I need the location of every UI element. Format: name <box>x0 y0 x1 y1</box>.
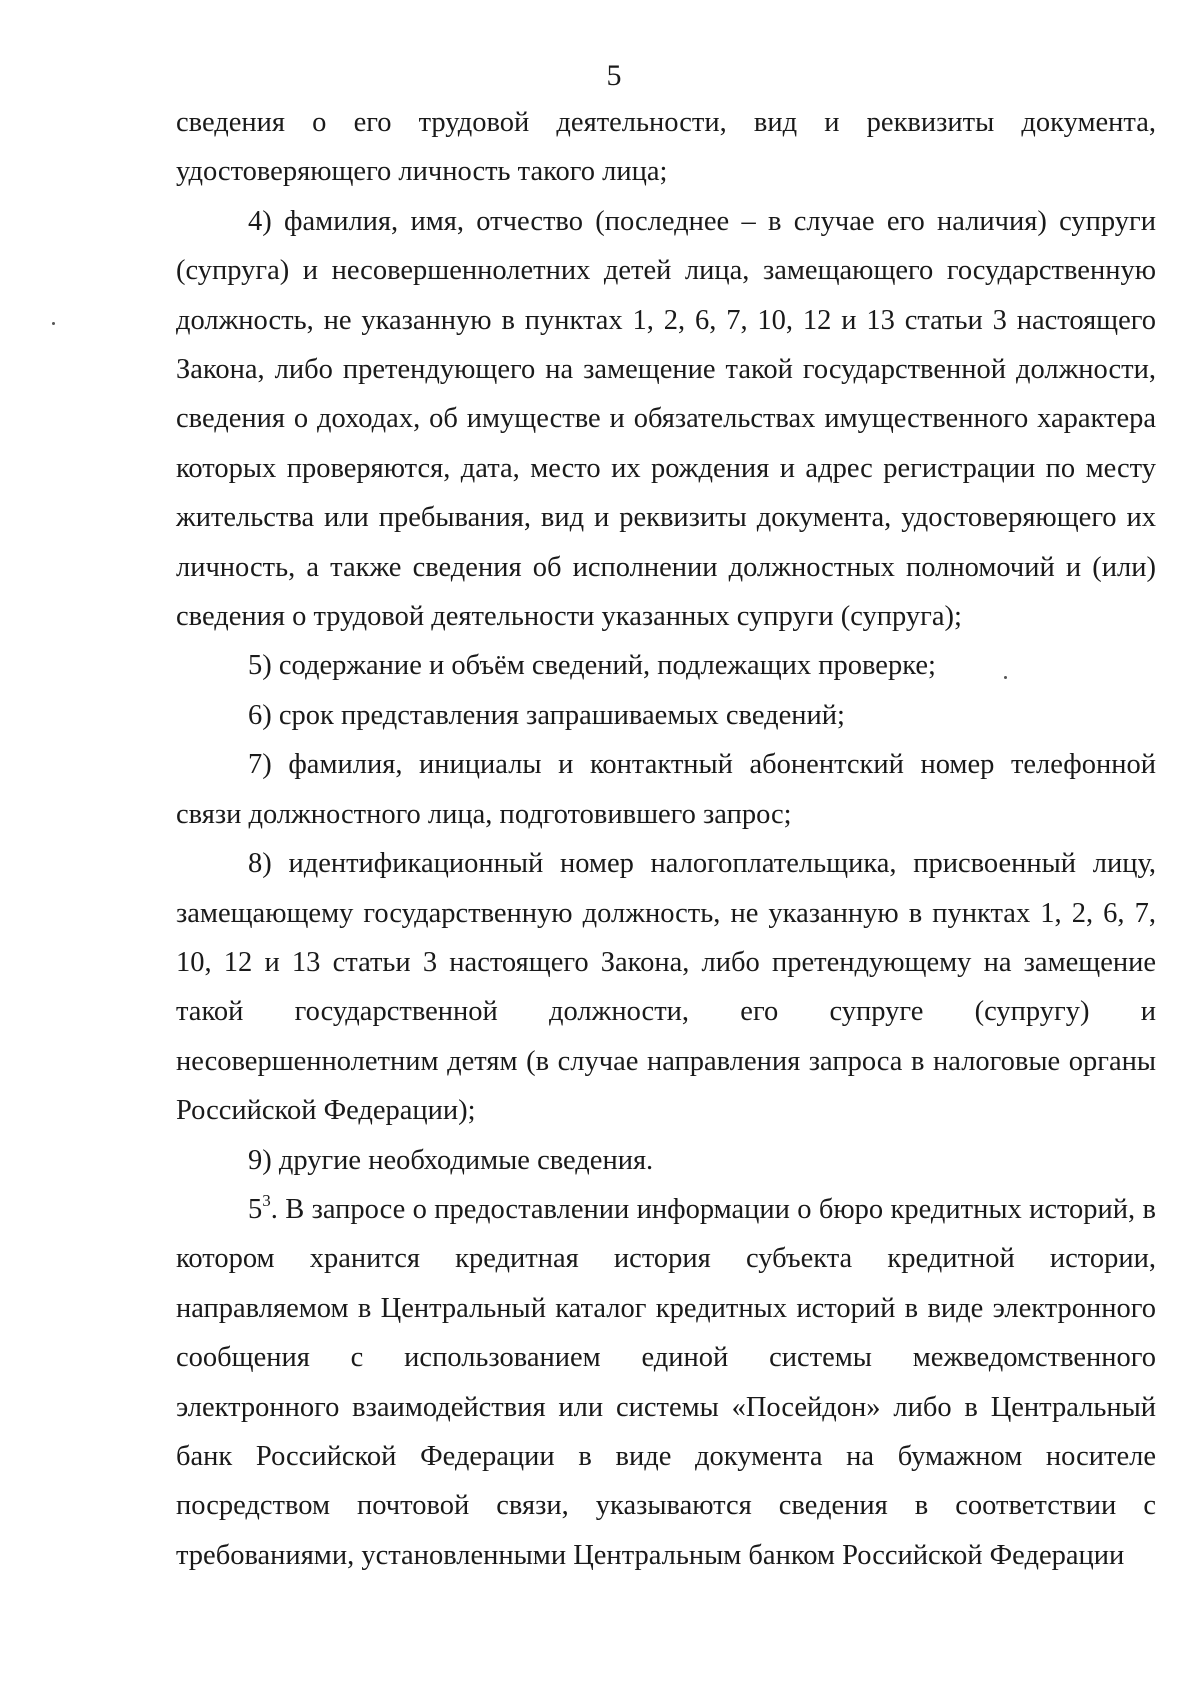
section-number: 5 <box>248 1193 263 1225</box>
list-item-9: 9) другие необходимые сведения. <box>248 1144 654 1176</box>
list-item-5: 5) содержание и объём сведений, подлежащих проверке; <box>248 650 936 682</box>
scan-speck <box>52 322 55 325</box>
section-text: . В запросе о предоставлении информации о бюро кредитных историй, в котором хранится кредитная история субъекта кредитной истории, направляемом в Центральный каталог кредитных историй в виде электронного сообщения с использованием единой системы межведомственного электронного взаимодействия или системы «Посейдон» либо в Центральный банк Российской Федерации в виде документа на бумажном носителе посредством почтовой связи, указываются сведения в соответствии с требованиями, установленными Центральным банком Российской Федерации <box>176 1193 1156 1571</box>
section-paragraph <box>176 1185 1156 1580</box>
list-item-6: 6) срок представления запрашиваемых сведений; <box>248 699 845 731</box>
scan-speck <box>1004 676 1007 679</box>
section-superscript: 3 <box>262 1190 271 1210</box>
page-number: 5 <box>606 59 622 92</box>
paragraph-continuation: сведения о его трудовой деятельности, вид и реквизиты документа, удостоверяющего личность такого лица; <box>176 107 1156 188</box>
list-item-8: 8) идентификационный номер налогоплательщика, присвоенный лицу, замещающему государственную должность, не указанную в пунктах 1, 2, 6, 7, 10, 12 и 13 статьи 3 настоящего Закона, либо претендующему на замещение такой государственной должности, его супруге (супругу) и несовершеннолетним детям (в случае направления запроса в налоговые органы Российской Федерации); <box>176 848 1156 1127</box>
list-item-4: 4) фамилия, имя, отчество (последнее – в случае его наличия) супруги (супруга) и несовершеннолетних детей лица, замещающего государственную должность, не указанную в пунктах 1, 2, 6, 7, 10, 12 и 13 статьи 3 настоящего Закона, либо претендующего на замещение такой государственной должности, сведения о доходах, об имуществе и обязательствах имущественного характера которых проверяются, дата, место их рождения и адрес регистрации по месту жительства или пребывания, вид и реквизиты документа, удостоверяющего их личность, а также сведения об исполнении должностных полномочий и (или) сведения о трудовой деятельности указанных супруги (супруга); <box>176 205 1156 633</box>
document-body <box>176 98 1156 1580</box>
list-item-7: 7) фамилия, инициалы и контактный абонентский номер телефонной связи должностного лица, подготовившего запрос; <box>176 749 1156 830</box>
